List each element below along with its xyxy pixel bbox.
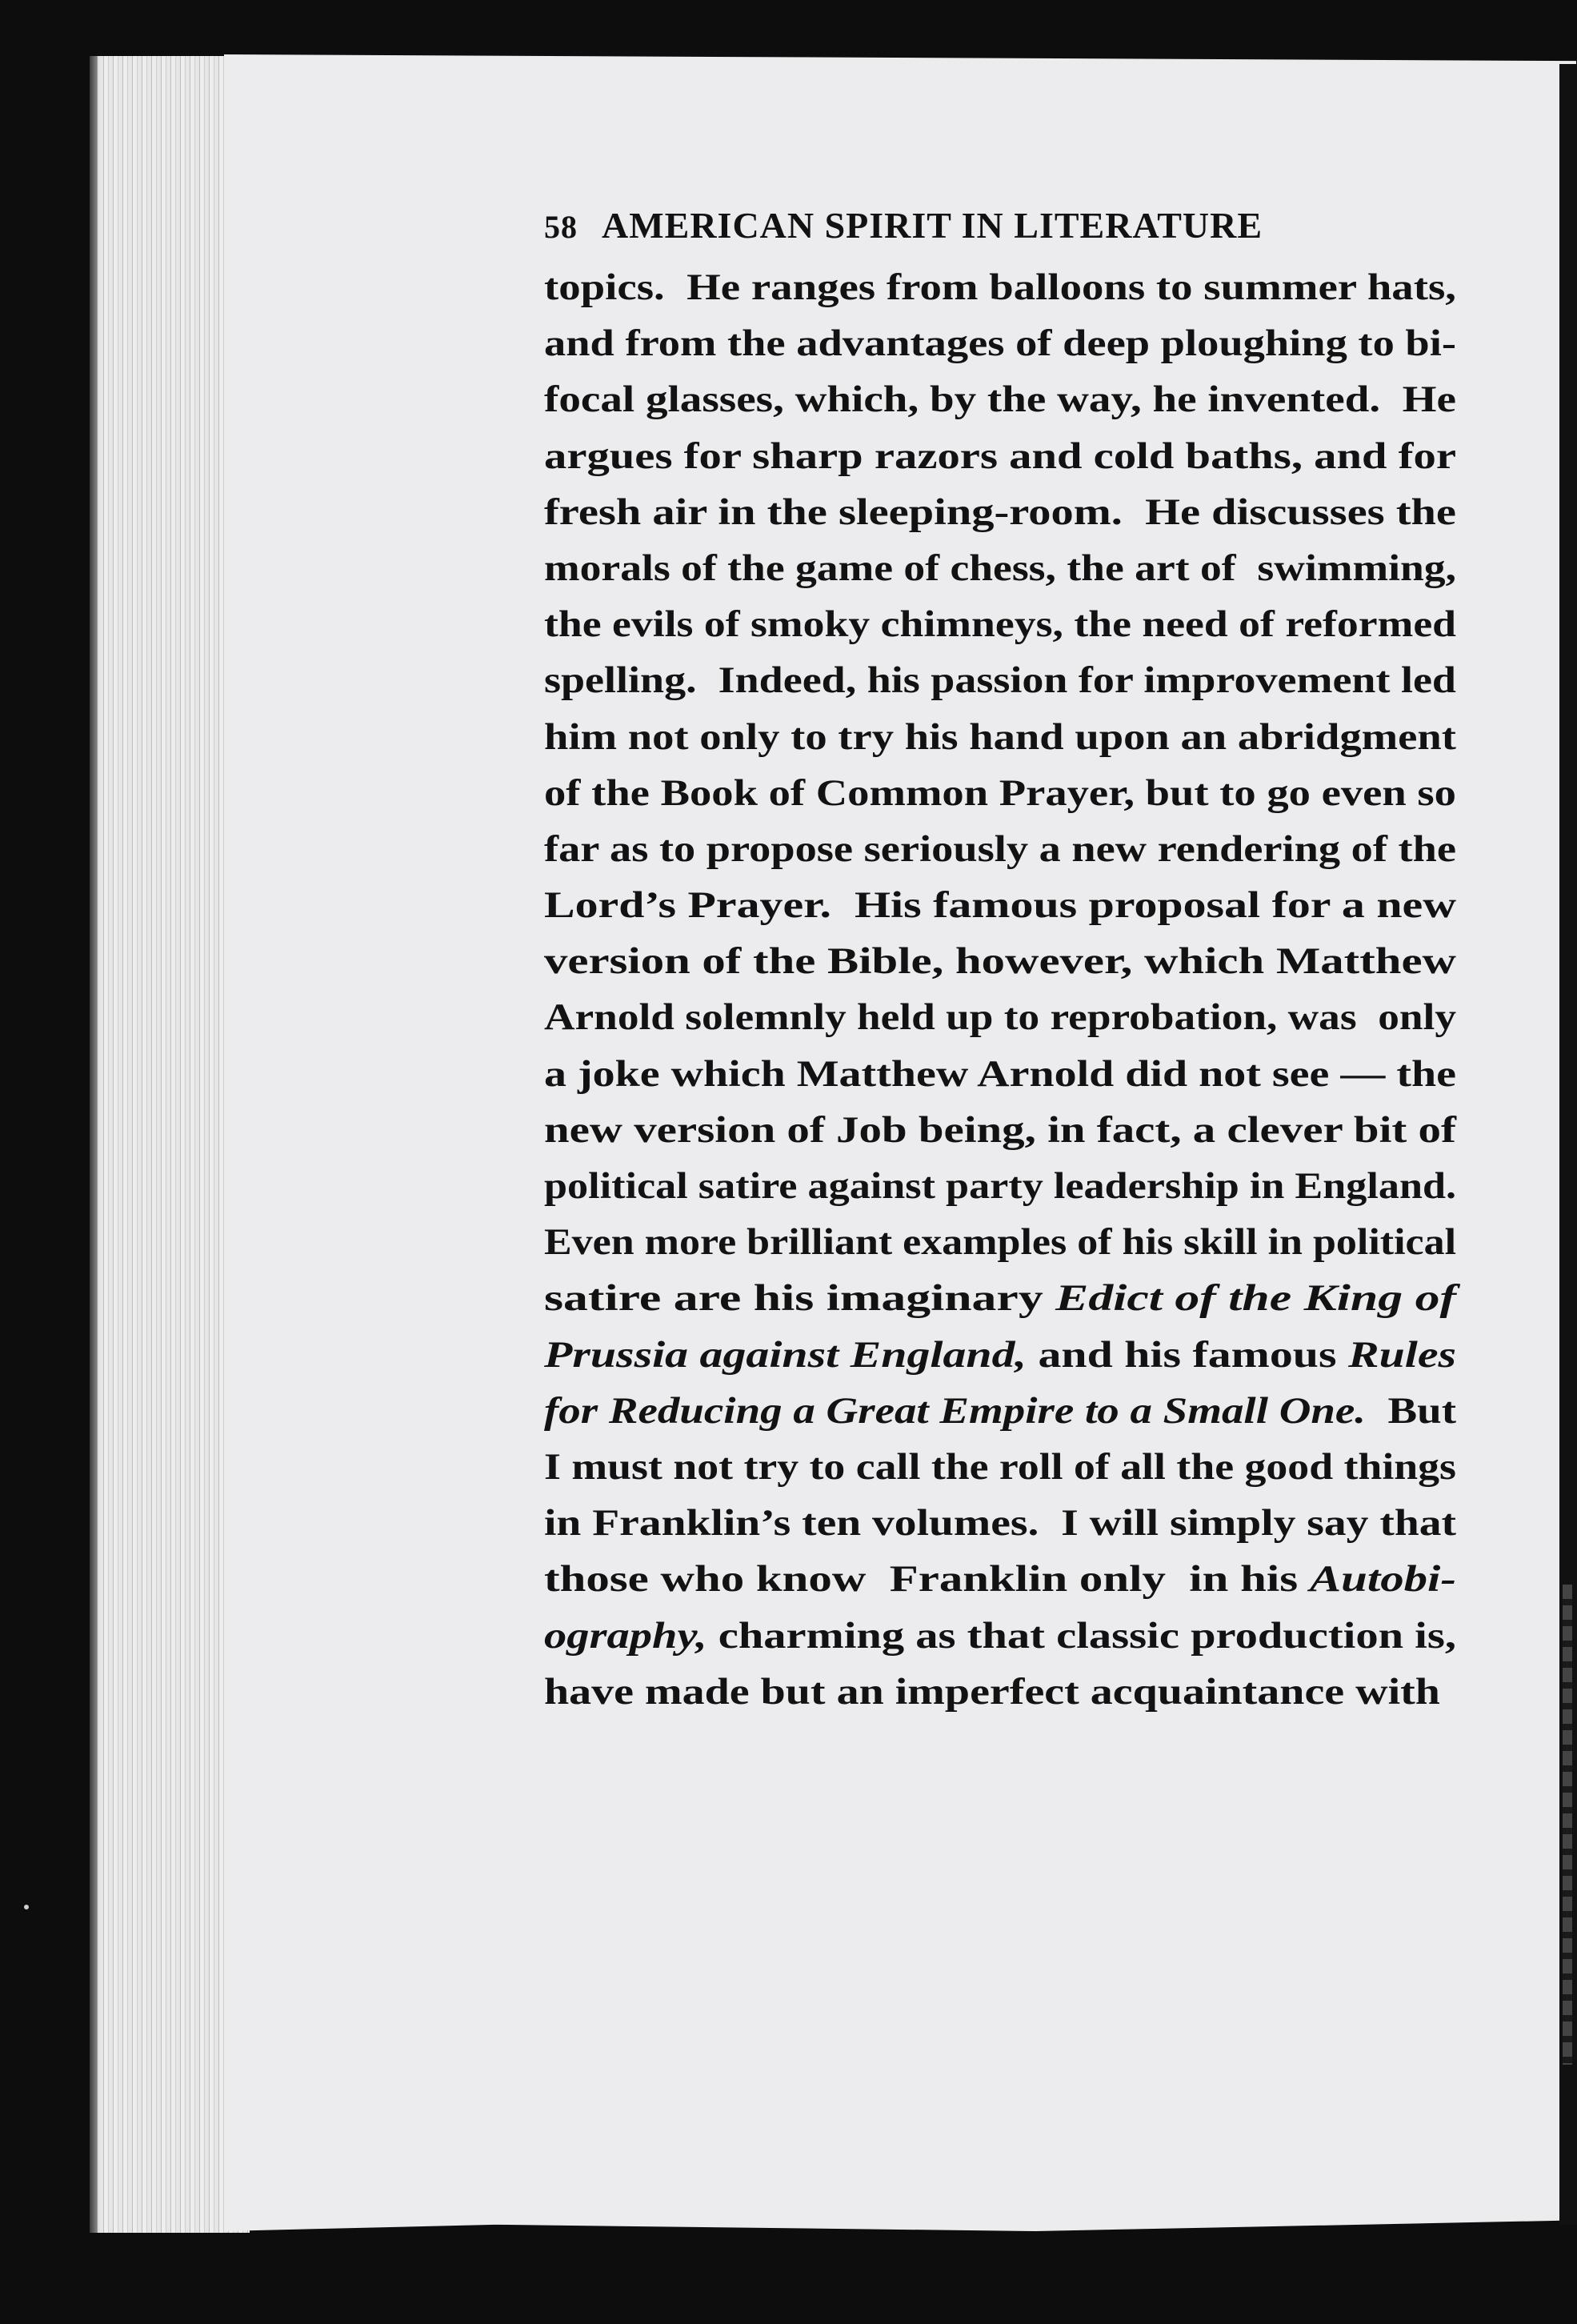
text-run: and from the advantages of deep ploughing to bi-	[544, 323, 1456, 365]
text-line	[544, 372, 1456, 428]
text-line	[544, 541, 1456, 597]
text-line	[544, 1159, 1456, 1215]
italic-title: Edict of the King of	[1055, 1278, 1457, 1320]
text-line	[544, 316, 1456, 372]
body-text	[544, 260, 1456, 1721]
text-line	[544, 1496, 1456, 1552]
text-run: new version of Job being, in fact, a clever bit of	[544, 1109, 1456, 1151]
text-run: spelling. Indeed, his passion for improvement led	[544, 660, 1456, 702]
text-run: a joke which Matthew Arnold did not see — the	[544, 1053, 1456, 1095]
text-run: of the Book of Common Prayer, but to go even so	[544, 772, 1456, 814]
text-line	[544, 1552, 1456, 1608]
text-run: political satire against party leadership in England.	[544, 1166, 1457, 1207]
text-line	[544, 1440, 1456, 1496]
italic-title: Prussia against England,	[544, 1334, 1027, 1376]
text-run: him not only to try his hand upon an abridgment	[544, 716, 1456, 758]
text-line	[544, 1103, 1456, 1159]
text-line	[544, 934, 1456, 990]
text-line	[544, 1271, 1456, 1327]
text-run: satire are his imaginary	[544, 1278, 1056, 1320]
text-line	[544, 1047, 1456, 1103]
text-run: in Franklin’s ten volumes. I will simply say that	[544, 1503, 1457, 1545]
italic-title: Rules	[1347, 1334, 1457, 1376]
text-run: fresh air in the sleeping-room. He discusses the	[544, 491, 1457, 533]
right-page-edge	[1559, 64, 1577, 2225]
italic-title: Autobi-	[1309, 1559, 1457, 1601]
italic-title: for Reducing a Great Empire to a Small One.	[544, 1390, 1367, 1432]
text-run: charming as that classic production is,	[706, 1615, 1457, 1657]
text-run: version of the Bible, however, which Matthew	[544, 941, 1456, 983]
text-run: Lord’s Prayer. His famous proposal for a new	[544, 885, 1457, 927]
text-line	[544, 1384, 1456, 1440]
text-run: focal glasses, which, by the way, he invented. He	[544, 379, 1456, 421]
text-run: the evils of smoky chimneys, the need of reformed	[544, 604, 1457, 646]
italic-title: ography,	[544, 1615, 707, 1657]
text-line	[544, 485, 1456, 541]
text-line	[544, 1215, 1456, 1271]
text-run: and his famous	[1026, 1334, 1348, 1376]
text-run: have made but an imperfect acquaintance with	[544, 1671, 1440, 1713]
text-run: far as to propose seriously a new rendering of the	[544, 828, 1456, 870]
text-run: I must not try to call the roll of all the good things	[544, 1446, 1456, 1488]
scan-speck	[24, 1905, 29, 1909]
text-line	[544, 766, 1456, 822]
text-run: But	[1366, 1390, 1457, 1432]
text-line	[544, 429, 1456, 485]
text-run: Arnold solemnly held up to reprobation, was only	[544, 997, 1456, 1039]
text-line	[544, 260, 1456, 316]
text-run: morals of the game of chess, the art of swimming,	[544, 547, 1457, 589]
book-spine	[90, 56, 98, 2233]
page-number: 58	[544, 209, 578, 245]
text-line	[544, 653, 1456, 709]
running-title: AMERICAN SPIRIT IN LITERATURE	[602, 205, 1263, 246]
page-content	[544, 204, 1456, 1721]
text-line	[544, 1609, 1456, 1665]
running-head	[544, 204, 1456, 260]
text-line	[544, 990, 1456, 1046]
text-line	[544, 822, 1456, 878]
text-line	[544, 710, 1456, 766]
text-run: those who know Franklin only in his	[544, 1559, 1310, 1601]
text-run: argues for sharp razors and cold baths, and for	[544, 435, 1457, 477]
text-line	[544, 1665, 1456, 1721]
edge-tabs	[1563, 1585, 1572, 2065]
text-run: Even more brilliant examples of his skill in political	[544, 1222, 1457, 1264]
text-line	[544, 878, 1456, 934]
text-run: topics. He ranges from balloons to summer hats,	[544, 267, 1457, 308]
text-line	[544, 597, 1456, 653]
text-line	[544, 1328, 1456, 1384]
